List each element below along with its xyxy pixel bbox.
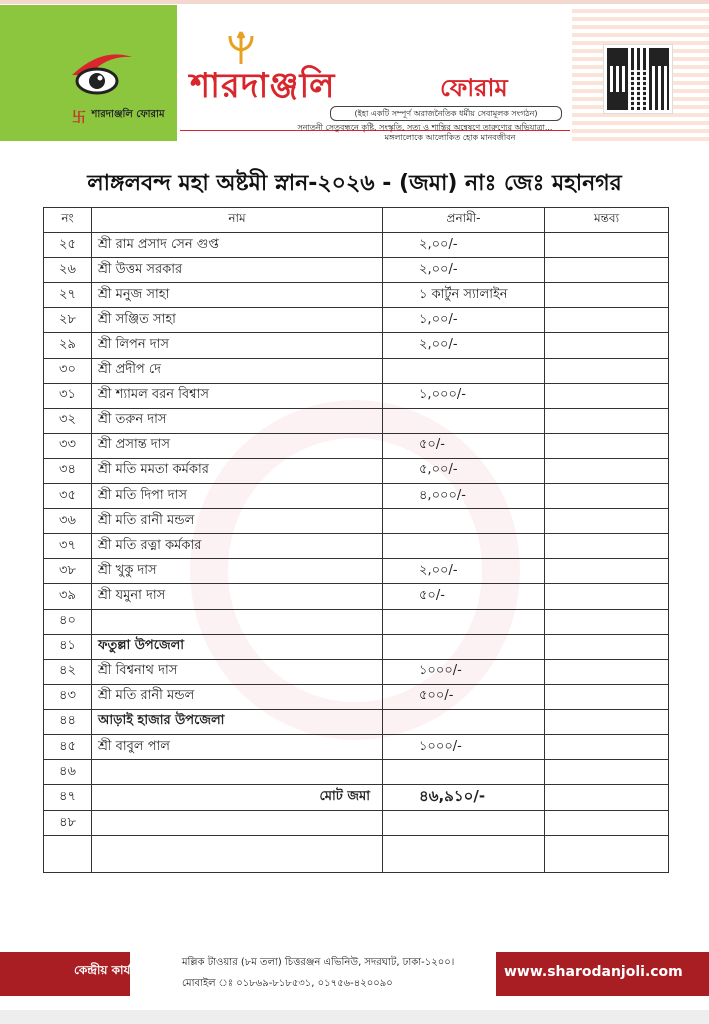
table-cell [383, 836, 545, 873]
row-name: শ্রী বিশ্বনাথ দাস [92, 659, 383, 684]
table-row [44, 811, 669, 836]
row-remarks [545, 509, 669, 534]
row-amount [383, 534, 545, 559]
row-remarks [545, 760, 669, 785]
table-header-row [44, 208, 669, 233]
row-number: ৩৩ [44, 433, 92, 458]
table-row [44, 709, 669, 734]
table-row [44, 559, 669, 584]
row-name: শ্রী বাবুল পাল [92, 734, 383, 759]
row-remarks [545, 433, 669, 458]
row-amount: ১০০০/- [383, 659, 545, 684]
row-amount: ২,০০/- [383, 559, 545, 584]
row-number: ২৯ [44, 333, 92, 358]
donation-table [43, 207, 668, 873]
row-amount: ৪,০০০/- [383, 484, 545, 509]
top-strip [0, 0, 709, 4]
row-number: ৩৬ [44, 509, 92, 534]
row-amount: ২,০০/- [383, 333, 545, 358]
row-name: শ্রী রাম প্রসাদ সেন গুপ্ত [92, 233, 383, 258]
row-remarks [545, 484, 669, 509]
row-remarks [545, 785, 669, 811]
row-remarks [545, 734, 669, 759]
row-amount [383, 634, 545, 659]
table-cell [545, 836, 669, 873]
row-name: শ্রী শ্যামল বরন বিশ্বাস [92, 383, 383, 408]
row-number: ৩৪ [44, 458, 92, 483]
row-name: মোট জমা [92, 785, 383, 811]
row-name: আড়াই হাজার উপজেলা [92, 709, 383, 734]
footer-website-link[interactable]: www.sharodanjoli.com [504, 964, 683, 980]
table-row [44, 333, 669, 358]
table-row [44, 785, 669, 811]
trident-icon [224, 30, 258, 66]
brand-forum: ফোরাম [440, 74, 508, 102]
footer-phone: মোবাইল ঃ ০১৮৬৯-৮১৮৫৩১, ০১৭৫৬-৪২০০৯০ [182, 978, 393, 989]
row-number: ৩৫ [44, 484, 92, 509]
row-amount [383, 408, 545, 433]
table-row [44, 258, 669, 283]
tagline-blessing: মঙ্গলালোকে আলোকিত হোক মানবজীবন [384, 133, 516, 142]
row-name: শ্রী মতি মমতা কর্মকার [92, 458, 383, 483]
footer-office-label: কেন্দ্রীয় কার্যালয় ঃ [74, 963, 171, 977]
row-amount [383, 509, 545, 534]
row-number: ২৮ [44, 308, 92, 333]
table-cell [92, 836, 383, 873]
row-number: ৪৮ [44, 811, 92, 836]
row-name: শ্রী প্রদীপ দে [92, 358, 383, 383]
row-remarks [545, 559, 669, 584]
column-header-number: নং [44, 208, 92, 233]
row-name: শ্রী যমুনা দাস [92, 584, 383, 609]
row-number: ৪৭ [44, 785, 92, 811]
table-row [44, 433, 669, 458]
row-number: ৪৫ [44, 734, 92, 759]
row-remarks [545, 458, 669, 483]
row-remarks [545, 333, 669, 358]
row-remarks [545, 684, 669, 709]
row-remarks [545, 408, 669, 433]
table-row [44, 659, 669, 684]
footer-right-bar [496, 952, 709, 996]
row-name: শ্রী প্রসান্ত দাস [92, 433, 383, 458]
row-amount: ১,০০/- [383, 308, 545, 333]
brand-name: শারদাঞ্জলি [190, 66, 336, 106]
row-amount: ৫০০/- [383, 684, 545, 709]
row-number: ৩৭ [44, 534, 92, 559]
row-amount [383, 811, 545, 836]
row-number: ৪০ [44, 609, 92, 634]
row-name [92, 811, 383, 836]
footer-address: মল্লিক টাওয়ার (৮ম তলা) চিত্তরঞ্জন এভিনিউ, সদরঘাট, ঢাকা-১২০০। [182, 957, 455, 968]
row-remarks [545, 659, 669, 684]
row-remarks [545, 534, 669, 559]
row-name: শ্রী মনুজ সাহা [92, 283, 383, 308]
table-row [44, 609, 669, 634]
row-amount: ১ কার্টুন স্যালাইন [383, 283, 545, 308]
swastika-icon: 卐 [72, 110, 86, 126]
row-amount: ৫০/- [383, 584, 545, 609]
logo-panel [0, 5, 177, 141]
row-remarks [545, 308, 669, 333]
row-remarks [545, 358, 669, 383]
bottom-strip [0, 1010, 709, 1024]
row-amount: ৫০/- [383, 433, 545, 458]
row-name [92, 760, 383, 785]
row-name: শ্রী তরুন দাস [92, 408, 383, 433]
row-number: ২৭ [44, 283, 92, 308]
row-number: ৩৯ [44, 584, 92, 609]
table-row [44, 408, 669, 433]
row-name: শ্রী সঞ্জিত সাহা [92, 308, 383, 333]
row-number: ২৬ [44, 258, 92, 283]
table-row [44, 760, 669, 785]
row-name: শ্রী খুকু দাস [92, 559, 383, 584]
table-row [44, 458, 669, 483]
row-number: ৩২ [44, 408, 92, 433]
table-row [44, 484, 669, 509]
column-header-amount: প্রনামী- [383, 208, 545, 233]
page-title: লাঙ্গলবন্দ মহা অষ্টমী স্নান-২০২৬ - (জমা) নাঃ জেঃ মহানগর [87, 171, 622, 196]
row-number: ৪২ [44, 659, 92, 684]
table-row [44, 534, 669, 559]
table-row [44, 684, 669, 709]
table-row [44, 734, 669, 759]
row-amount: ২,০০/- [383, 258, 545, 283]
table-row [44, 509, 669, 534]
column-header-remarks: মন্তব্য [545, 208, 669, 233]
row-name: ফতুল্লা উপজেলা [92, 634, 383, 659]
row-name: শ্রী মতি রানী মন্ডল [92, 509, 383, 534]
table-row [44, 634, 669, 659]
row-remarks [545, 709, 669, 734]
row-amount [383, 358, 545, 383]
table-row [44, 283, 669, 308]
row-name: শ্রী মতি দিপা দাস [92, 484, 383, 509]
row-name: শ্রী মতি রানী মন্ডল [92, 684, 383, 709]
row-remarks [545, 383, 669, 408]
row-number: ৪৪ [44, 709, 92, 734]
footer [0, 952, 709, 996]
row-name [92, 609, 383, 634]
row-remarks [545, 584, 669, 609]
row-amount: ২,০০/- [383, 233, 545, 258]
tagline-motto: সনাতনী সেতুবন্ধনে কৃষ্টি, সংস্কৃতি, সত্য ও শান্তির অন্বেষণে তারুণ্যের অভিযাত্রা... [297, 123, 553, 132]
row-name: শ্রী লিপন দাস [92, 333, 383, 358]
row-number: ৩১ [44, 383, 92, 408]
row-name: শ্রী উত্তম সরকার [92, 258, 383, 283]
eye-logo-icon [67, 45, 137, 105]
table-cell [44, 836, 92, 873]
row-amount: ১,০০০/- [383, 383, 545, 408]
row-amount: ৫,০০/- [383, 458, 545, 483]
row-amount [383, 709, 545, 734]
row-remarks [545, 811, 669, 836]
row-amount [383, 609, 545, 634]
row-number: ৪১ [44, 634, 92, 659]
brand-wordmark [190, 60, 570, 110]
row-amount: ১০০০/- [383, 734, 545, 759]
row-remarks [545, 233, 669, 258]
logo-text: শারদাঞ্জলি ফোরাম [91, 109, 165, 120]
table-row [44, 308, 669, 333]
row-number: ৩০ [44, 358, 92, 383]
row-number: ৪৬ [44, 760, 92, 785]
row-remarks [545, 258, 669, 283]
row-amount: ৪৬,৯১০/- [383, 785, 545, 811]
table-row [44, 383, 669, 408]
row-number: ৩৮ [44, 559, 92, 584]
row-remarks [545, 283, 669, 308]
table-row [44, 358, 669, 383]
table-row [44, 233, 669, 258]
table-blank-row [44, 836, 669, 873]
qr-code-icon [604, 45, 672, 113]
row-remarks [545, 609, 669, 634]
tagline-organization: (ইহা একটি সম্পূর্ণ অরাজনৈতিক ধর্মীয় সেবামূলক সংগঠন) [330, 106, 562, 121]
row-number: ২৫ [44, 233, 92, 258]
column-header-name: নাম [92, 208, 383, 233]
row-amount [383, 760, 545, 785]
row-number: ৪৩ [44, 684, 92, 709]
row-remarks [545, 634, 669, 659]
row-name: শ্রী মতি রত্না কর্মকার [92, 534, 383, 559]
table-row [44, 584, 669, 609]
